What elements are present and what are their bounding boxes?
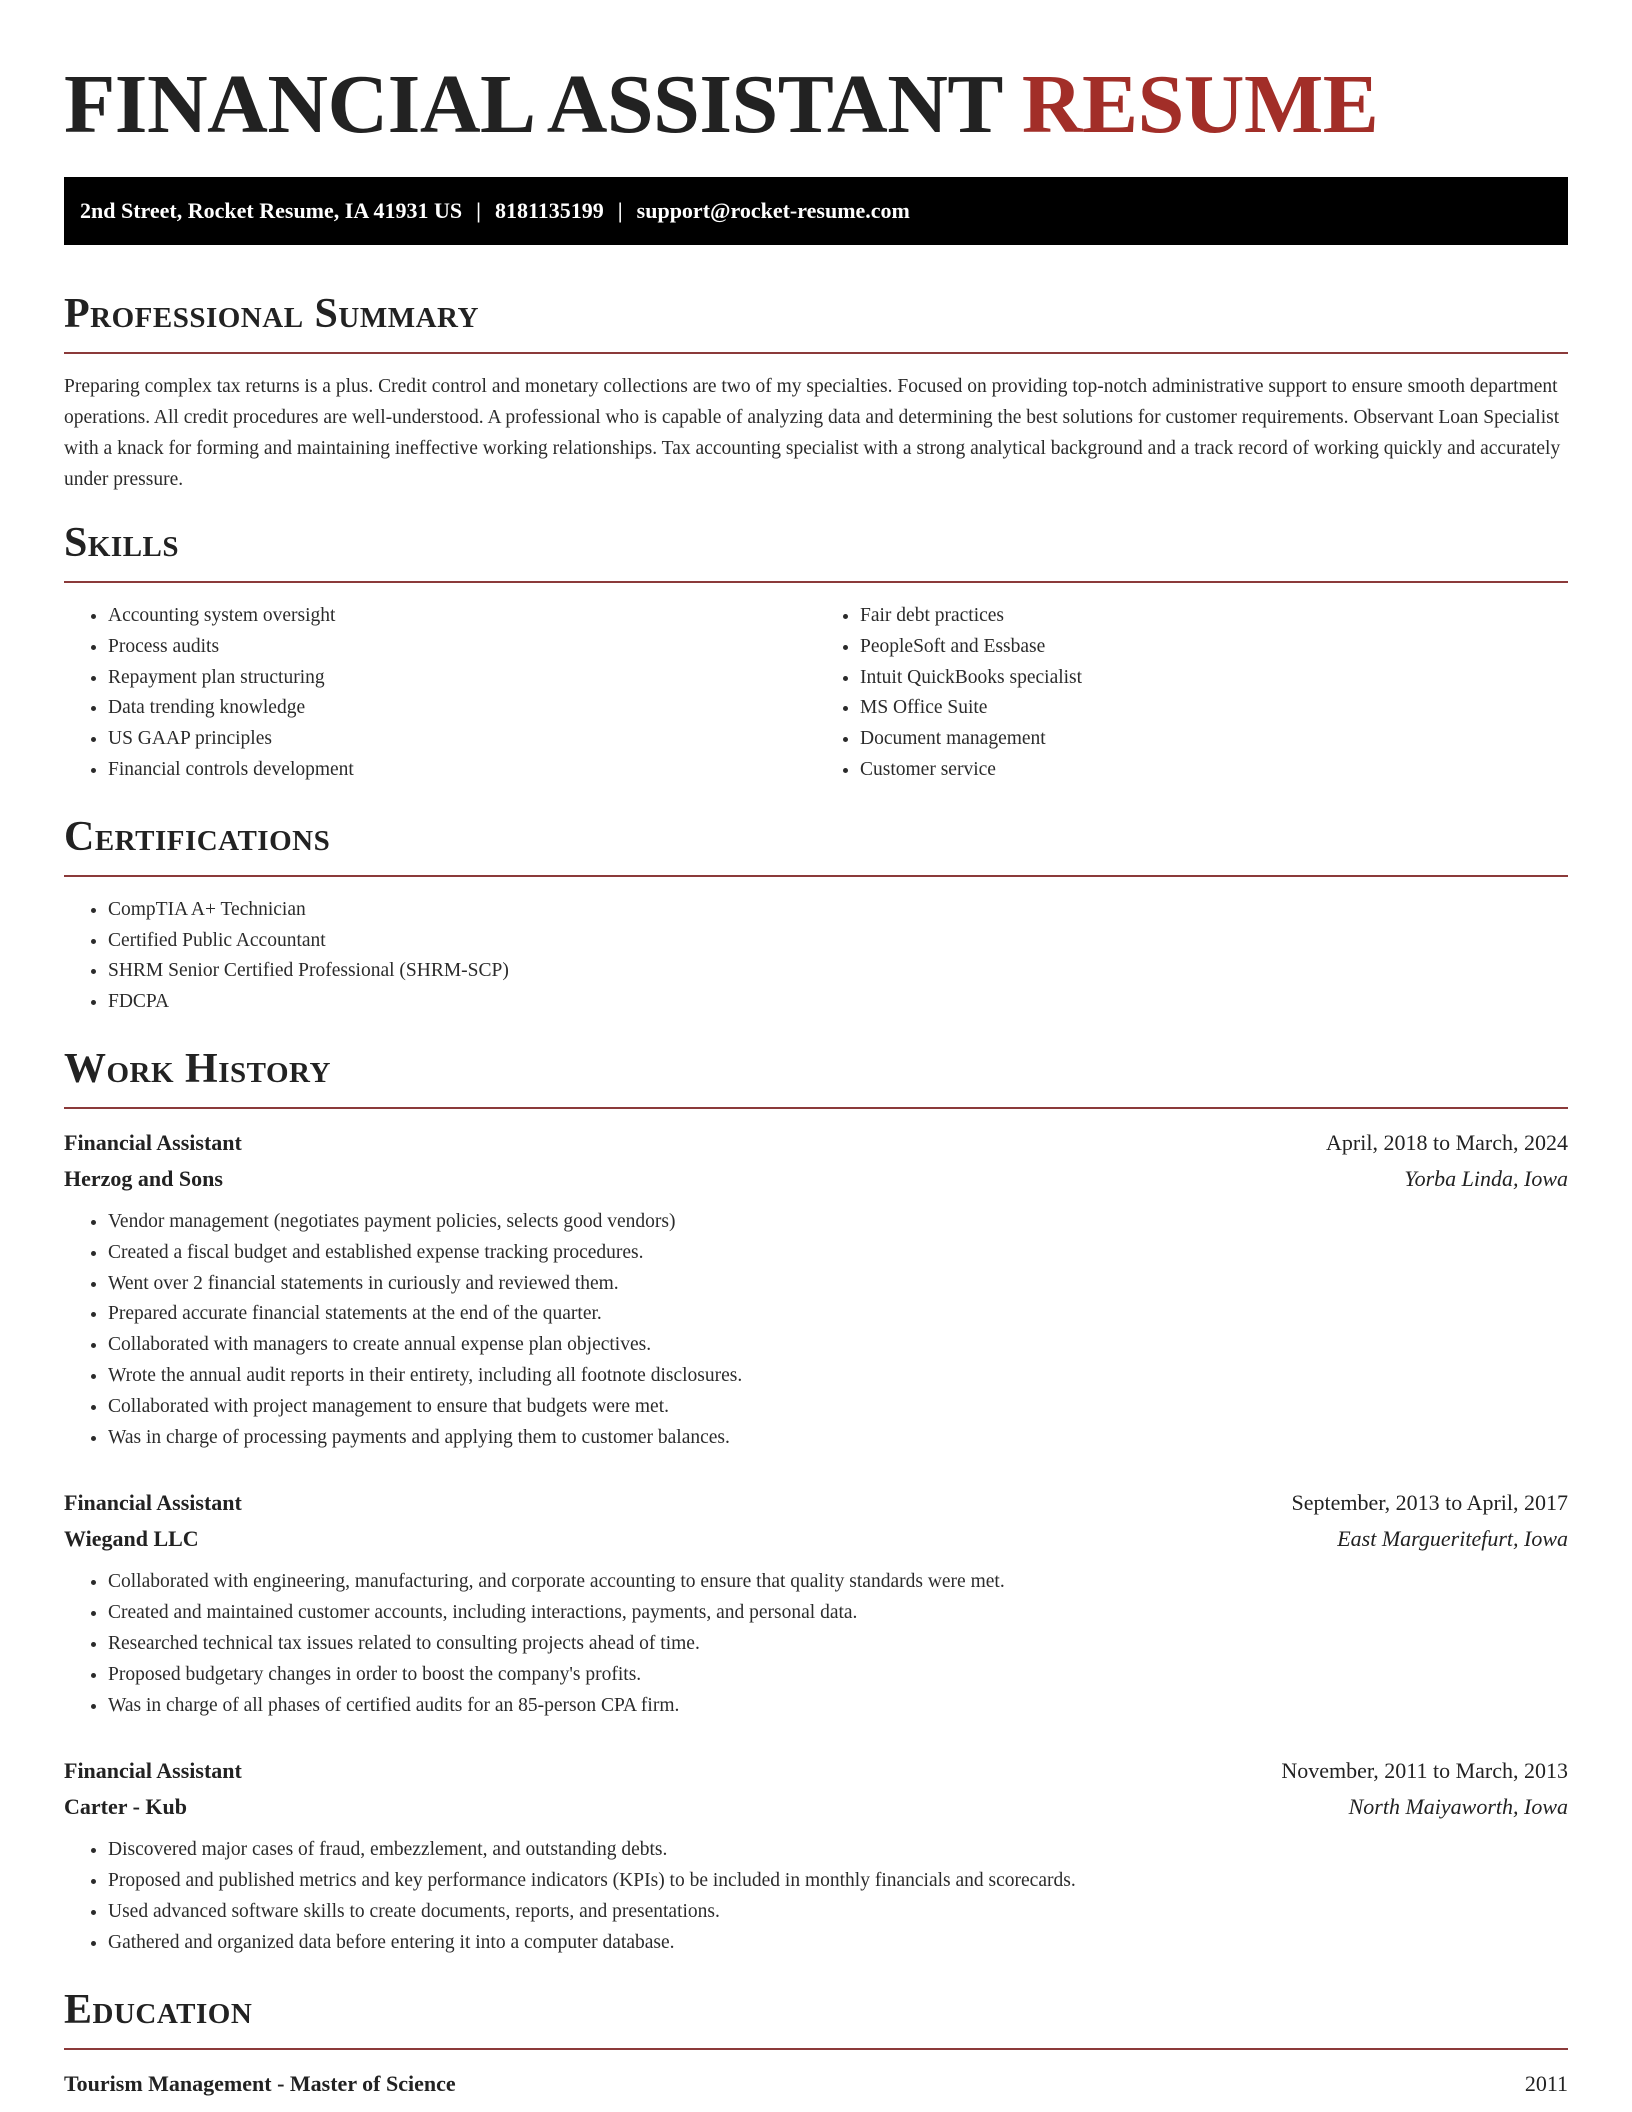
list-item: • Created and maintained customer accounts, including interactions, payments, and personal data.	[108, 1598, 1568, 1629]
education-entry	[64, 2066, 1568, 2102]
section-divider	[64, 875, 1568, 877]
certifications-list	[64, 895, 1568, 1018]
education-year: 2011	[1524, 2070, 1568, 2096]
list-item: • Created a fiscal budget and established expense tracking procedures.	[108, 1238, 1568, 1269]
work-history-section	[64, 1044, 1568, 1959]
skills-column-right	[816, 601, 1568, 786]
job-entry	[64, 1485, 1568, 1721]
skills-section	[64, 518, 1568, 786]
list-item: • Wrote the annual audit reports in their entirety, including all footnote disclosures.	[108, 1361, 1568, 1392]
list-item: • MS Office Suite	[860, 693, 1568, 724]
skills-column-left	[64, 601, 816, 786]
list-item: • Collaborated with project management to ensure that budgets were met.	[108, 1392, 1568, 1423]
section-heading: Professional Summary	[64, 291, 479, 337]
job-title: Financial Assistant	[64, 1758, 242, 1784]
job-company: Carter - Kub	[64, 1794, 188, 1820]
list-item: • Researched technical tax issues related to consulting projects ahead of time.	[108, 1629, 1568, 1660]
job-company: Herzog and Sons	[64, 1165, 223, 1191]
job-duties-list	[64, 1567, 1568, 1721]
contact-separator: |	[617, 198, 623, 223]
list-item: • Proposed and published metrics and key performance indicators (KPIs) to be included in monthly financials and scorecards.	[108, 1866, 1568, 1897]
contact-email: support@rocket-resume.com	[636, 198, 910, 223]
job-location: Yorba Linda, Iowa	[1404, 1165, 1568, 1191]
job-duties-list	[64, 1835, 1568, 1958]
list-item: • Prepared accurate financial statements at the end of the quarter.	[108, 1299, 1568, 1330]
section-heading: Certifications	[64, 813, 331, 860]
list-item: • Collaborated with engineering, manufacturing, and corporate accounting to ensure that quality standards were met.	[108, 1567, 1568, 1598]
job-header	[64, 1753, 1568, 1789]
skills-list-left	[64, 601, 816, 786]
section-heading: Education	[64, 1986, 253, 2033]
job-subheader	[64, 1789, 1568, 1825]
job-header	[64, 1485, 1568, 1521]
contact-separator: |	[476, 198, 481, 223]
skills-list-right	[816, 601, 1568, 786]
job-subheader	[64, 1521, 1568, 1557]
list-item: • Was in charge of processing payments and applying them to customer balances.	[108, 1423, 1568, 1454]
skills-grid	[64, 601, 1568, 786]
summary-text: Preparing complex tax returns is a plus. Credit control and monetary collections are two of my specialties. Focused on providing top-notch administrative support to ensure smooth department operations. All credit procedures are well-understood. A professional who is capable of analyzing data and determining the best solutions for customer requirements. Observant Loan Specialist with a knack for forming and maintaining ineffective working relationships. Tax accounting specialist with a strong analytical background and a track record of working quickly and accurately under pressure.	[64, 376, 1561, 490]
job-company: Wiegand LLC	[64, 1526, 199, 1552]
section-heading: Work History	[64, 1045, 331, 1092]
list-item: • Accounting system oversight	[108, 601, 816, 632]
list-item: • FDCPA	[108, 987, 1568, 1018]
list-item: • CompTIA A+ Technician	[108, 895, 1568, 926]
list-item: • US GAAP principles	[108, 724, 816, 755]
job-dates: November, 2011 to March, 2013	[1281, 1758, 1568, 1784]
list-item: • Discovered major cases of fraud, embezzlement, and outstanding debts.	[108, 1835, 1568, 1866]
education-degree: Tourism Management - Master of Science	[64, 2070, 456, 2096]
list-item: • Certified Public Accountant	[108, 926, 1568, 957]
job-title: Financial Assistant	[64, 1129, 242, 1155]
job-header	[64, 1125, 1568, 1161]
list-item: • Used advanced software skills to create documents, reports, and presentations.	[108, 1897, 1568, 1928]
education-section	[64, 1985, 1568, 2102]
summary-section	[64, 289, 1568, 495]
list-item: • PeopleSoft and Essbase	[860, 632, 1568, 663]
job-dates: September, 2013 to April, 2017	[1291, 1490, 1568, 1516]
section-divider	[64, 581, 1568, 583]
job-entry	[64, 1125, 1568, 1453]
job-subheader	[64, 1161, 1568, 1197]
list-item: • Financial controls development	[108, 755, 816, 786]
list-item: • Process audits	[108, 632, 816, 663]
job-location: East Margueritefurt, Iowa	[1337, 1526, 1568, 1552]
section-divider	[64, 2048, 1568, 2050]
list-item: • Was in charge of all phases of certified audits for an 85-person CPA firm.	[108, 1691, 1568, 1722]
list-item: • Data trending knowledge	[108, 693, 816, 724]
contact-address: 2nd Street, Rocket Resume, IA 41931 US	[80, 198, 463, 223]
list-item: • Vendor management (negotiates payment policies, selects good vendors)	[108, 1207, 1568, 1238]
job-dates: April, 2018 to March, 2024	[1326, 1129, 1568, 1155]
list-item: • Proposed budgetary changes in order to boost the company's profits.	[108, 1660, 1568, 1691]
page-title	[64, 0, 1568, 152]
list-item: • Collaborated with managers to create annual expense plan objectives.	[108, 1330, 1568, 1361]
job-location: North Maiyaworth, Iowa	[1348, 1794, 1568, 1820]
section-heading: Skills	[64, 520, 180, 566]
list-item: • Document management	[860, 724, 1568, 755]
contact-phone: 8181135199	[495, 198, 604, 223]
list-item: • Customer service	[860, 755, 1568, 786]
job-duties-list	[64, 1207, 1568, 1453]
section-divider	[64, 1107, 1568, 1109]
list-item: • Repayment plan structuring	[108, 663, 816, 694]
section-divider	[64, 352, 1568, 354]
job-entry	[64, 1753, 1568, 1958]
certifications-section	[64, 812, 1568, 1018]
contact-bar	[64, 177, 1568, 245]
list-item: • Gathered and organized data before entering it into a computer database.	[108, 1928, 1568, 1959]
title-main: FINANCIAL ASSISTANT	[64, 58, 1002, 151]
list-item: • SHRM Senior Certified Professional (SHRM-SCP)	[108, 956, 1568, 987]
list-item: • Went over 2 financial statements in curiously and reviewed them.	[108, 1269, 1568, 1300]
list-item: • Fair debt practices	[860, 601, 1568, 632]
job-title: Financial Assistant	[64, 1490, 242, 1516]
title-accent: RESUME	[1021, 58, 1379, 151]
list-item: • Intuit QuickBooks specialist	[860, 663, 1568, 694]
